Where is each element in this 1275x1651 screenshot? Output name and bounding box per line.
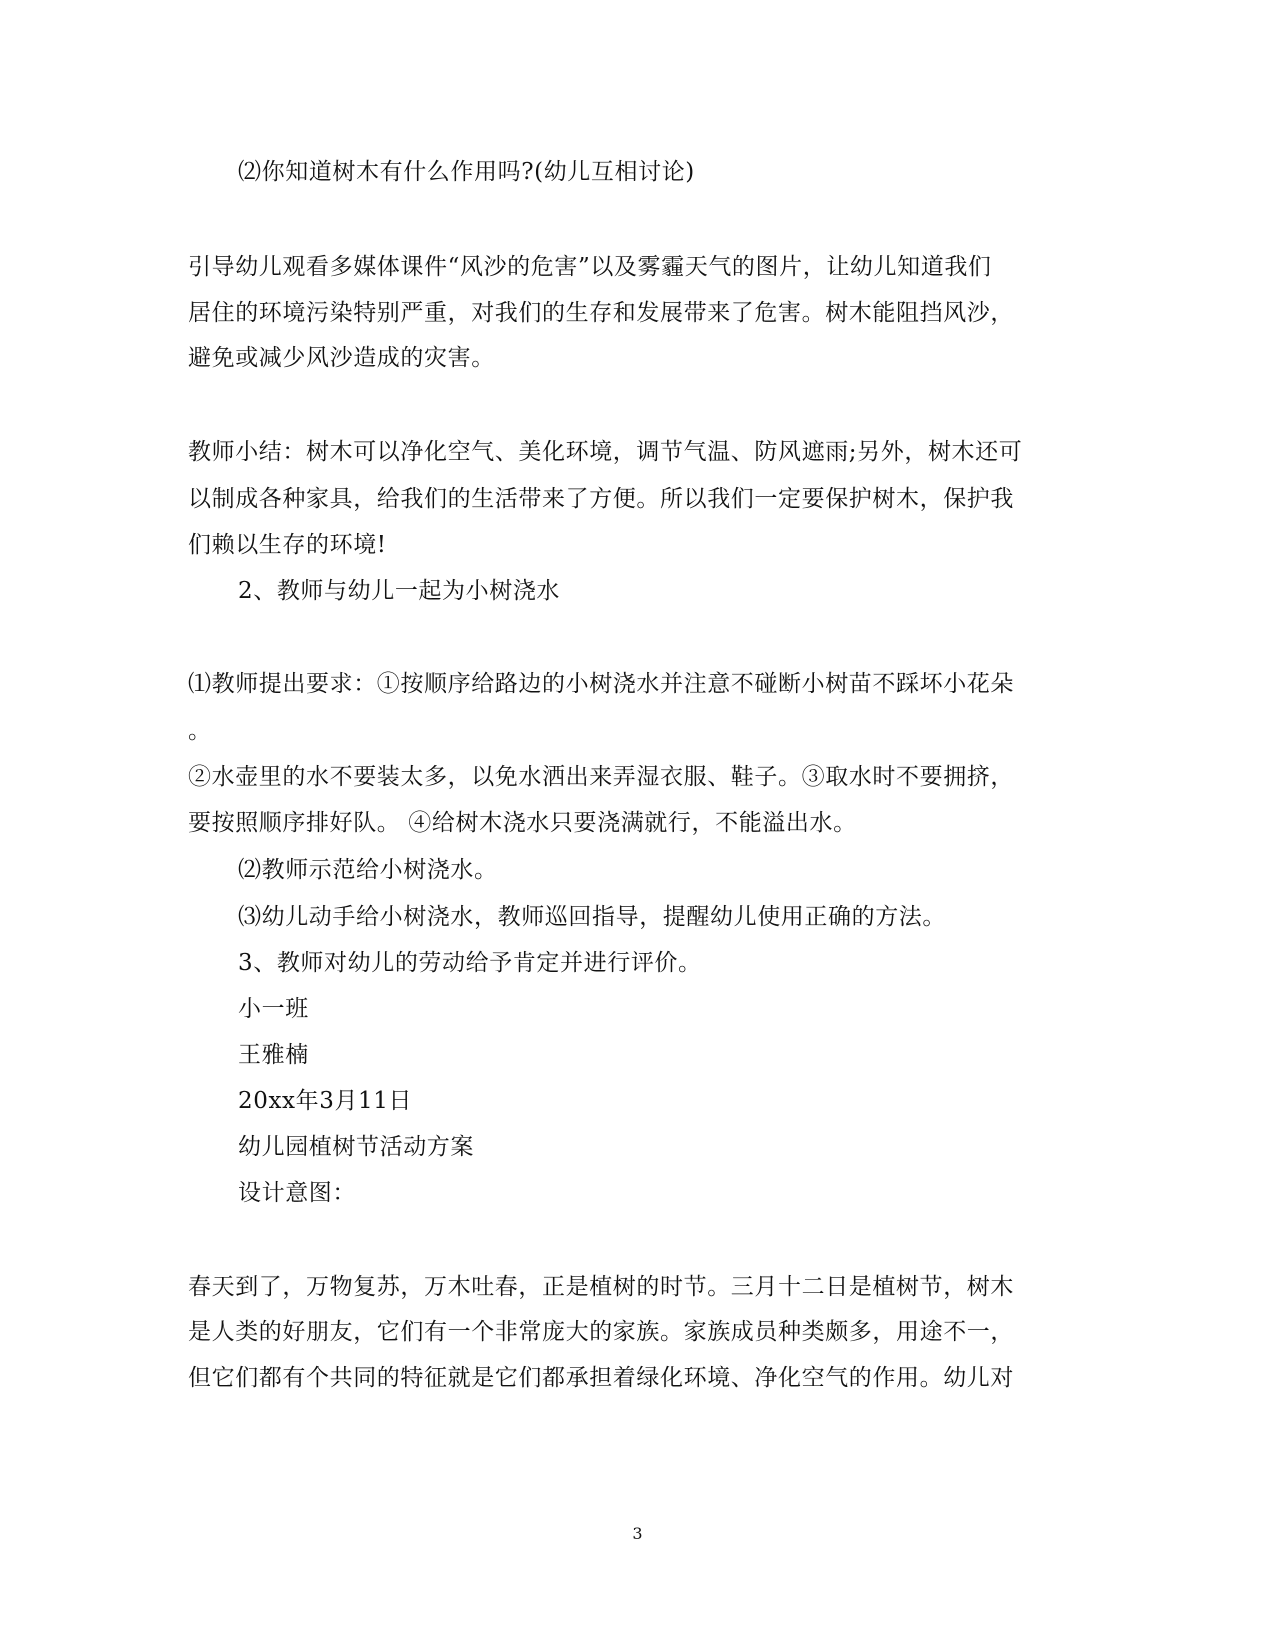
text-line: 但它们都有个共同的特征就是它们都承担着绿化环境、净化空气的作用。幼儿对 [188, 1365, 1014, 1391]
signature-name: 王雅楠 [238, 1042, 309, 1068]
text-line: ⑵教师示范给小树浇水。 [238, 857, 498, 883]
text-line: 2、教师与幼儿一起为小树浇水 [238, 578, 561, 604]
text-line: 教师小结：树木可以净化空气、美化环境，调节气温、防风遮雨;另外，树木还可 [188, 439, 1023, 465]
text-line: 要按照顺序排好队。 ④给树木浇水只要浇满就行，不能溢出水。 [188, 810, 857, 836]
text-line: 。 [188, 718, 212, 744]
text-line: ⑵你知道树木有什么作用吗?(幼儿互相讨论) [238, 159, 695, 185]
text-line: ⑶幼儿动手给小树浇水，教师巡回指导，提醒幼儿使用正确的方法。 [238, 904, 946, 930]
text-line: ⑴教师提出要求：①按顺序给路边的小树浇水并注意不碰断小树苗不踩坏小花朵 [188, 671, 1014, 697]
signature-class: 小一班 [238, 996, 309, 1022]
page-number: 3 [632, 1524, 643, 1543]
text-line: 以制成各种家具，给我们的生活带来了方便。所以我们一定要保护树木，保护我 [188, 486, 1014, 512]
text-line: ②水壶里的水不要装太多，以免水洒出来弄湿衣服、鞋子。③取水时不要拥挤， [188, 764, 1014, 790]
text-line: 居住的环境污染特别严重，对我们的生存和发展带来了危害。树木能阻挡风沙， [188, 300, 1014, 326]
text-line: 引导幼儿观看多媒体课件“风沙的危害”以及雾霾天气的图片，让幼儿知道我们 [188, 254, 992, 280]
section-title: 幼儿园植树节活动方案 [238, 1134, 474, 1160]
text-line: 是人类的好朋友，它们有一个非常庞大的家族。家族成员种类颇多，用途不一， [188, 1319, 1014, 1345]
section-heading: 设计意图： [238, 1180, 356, 1206]
text-line: 避免或减少风沙造成的灾害。 [188, 345, 495, 371]
signature-date: 20xx年3月11日 [238, 1088, 413, 1114]
text-line: 3、教师对幼儿的劳动给予肯定并进行评价。 [238, 950, 702, 976]
text-line: 们赖以生存的环境! [188, 532, 387, 558]
text-line: 春天到了，万物复苏，万木吐春，正是植树的时节。三月十二日是植树节，树木 [188, 1274, 1014, 1300]
